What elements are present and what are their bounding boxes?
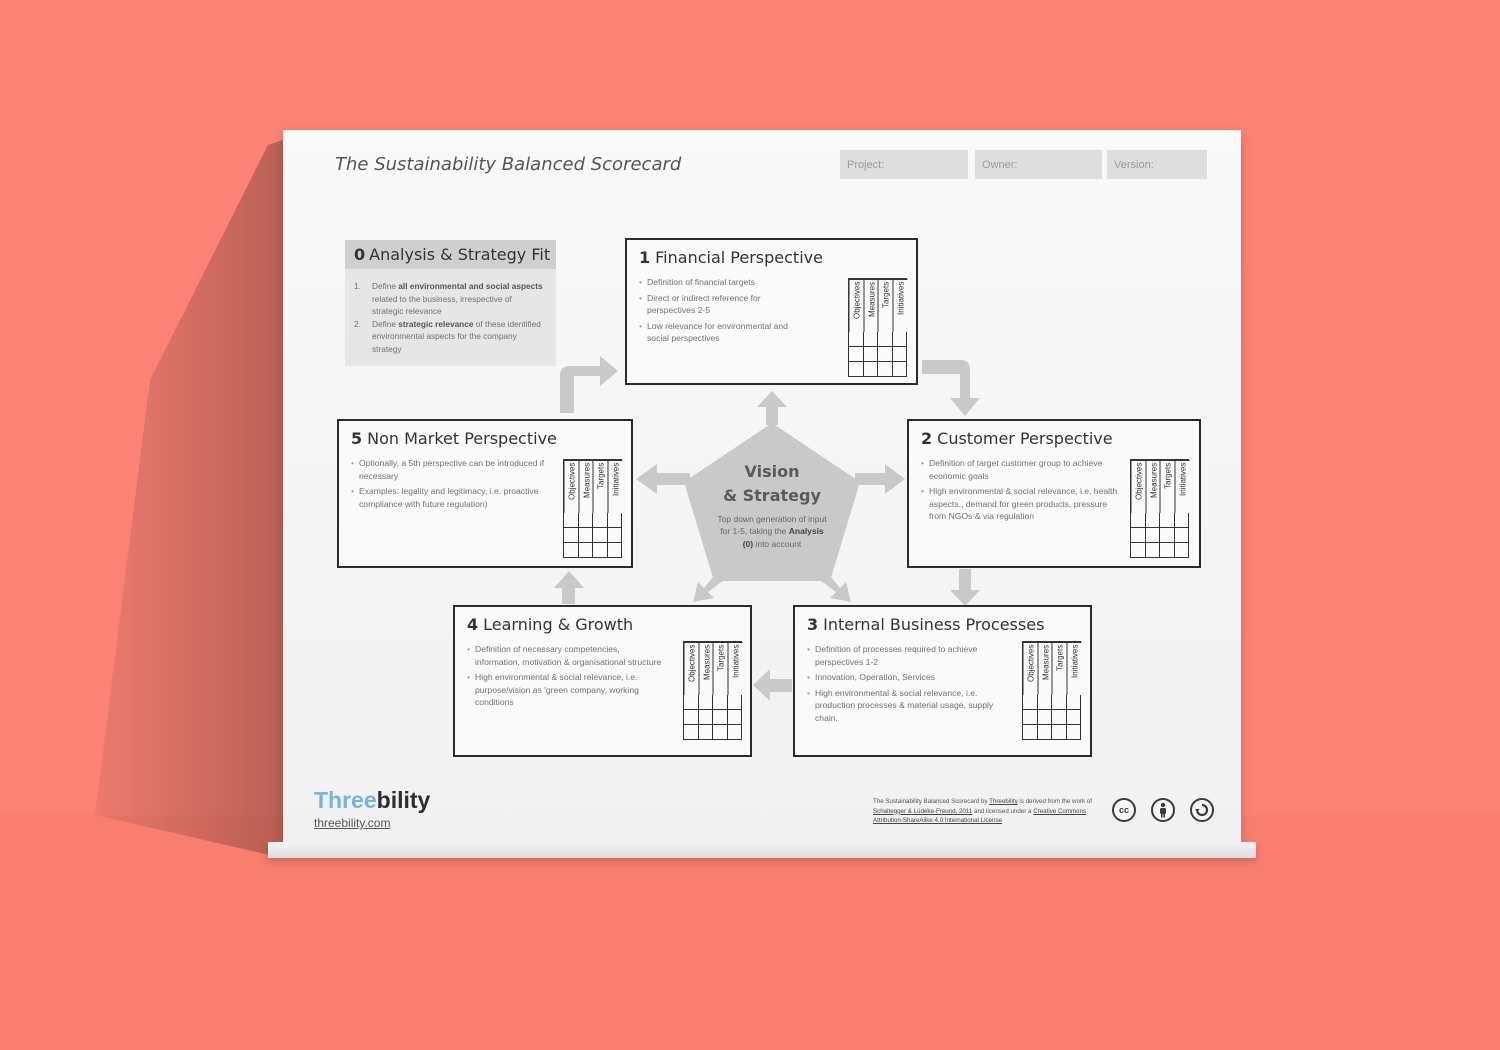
grid-cell[interactable] (1131, 513, 1146, 528)
vision-title-line2: & Strategy (723, 486, 821, 505)
grid-cell[interactable] (684, 710, 699, 725)
grid-cell[interactable] (893, 332, 908, 347)
grid-cell[interactable] (1146, 528, 1161, 543)
non-market-perspective-box (337, 419, 633, 568)
arrow-5-to-1 (560, 356, 618, 413)
grid-cell[interactable] (608, 528, 623, 543)
grid-cell[interactable] (1052, 725, 1067, 740)
nonmarket-grid (563, 459, 622, 558)
grid-header-initiatives: Initiatives (1067, 642, 1082, 695)
vision-title-line1: Vision (744, 462, 800, 481)
arrow-3-to-4 (753, 669, 792, 701)
arrow-4-to-5 (554, 571, 584, 604)
bullet-item: • Definition of processes required to achieve perspectives 1-2 (807, 643, 1002, 668)
license-part: is derived from the work of (1017, 798, 1092, 805)
bullet-item: • Low relevance for environmental and social perspectives (639, 320, 809, 345)
grid-cell[interactable] (1160, 528, 1175, 543)
analysis-title (345, 240, 556, 269)
grid-cell[interactable] (1038, 725, 1053, 740)
internal-bullets (807, 643, 1002, 727)
grid-cell[interactable] (593, 528, 608, 543)
grid-header-measures: Measures (1146, 460, 1161, 513)
learning-title-text: Learning & Growth (483, 615, 634, 634)
bullet-item: • Definition of necessary competencies, information, motivation & organisational structure (467, 643, 662, 668)
grid-cell[interactable] (1067, 725, 1082, 740)
bullet-item: • High environmental & social relevance, i.e. production processes & material usage, supply chain. (807, 687, 1002, 725)
customer-bullets (921, 457, 1121, 526)
grid-header-initiatives: Initiatives (1175, 460, 1190, 513)
grid-cell[interactable] (699, 710, 714, 725)
grid-header-targets: Targets (878, 279, 893, 332)
item-text: related to the business, irrespective of strategic relevance (372, 293, 512, 316)
financial-perspective-box (625, 238, 918, 385)
grid-cell[interactable] (728, 725, 743, 740)
item-text: Define (372, 281, 399, 291)
grid-cell[interactable] (849, 332, 864, 347)
bullet-item: • Definition of target customer group to achieve economic goals (921, 457, 1121, 482)
grid-cell[interactable] (1067, 695, 1082, 710)
spoke-right (855, 464, 905, 494)
vision-text-pre: Top down generation of input for 1-5, taking the (717, 514, 827, 537)
grid-cell[interactable] (1038, 695, 1053, 710)
item-bold: strategic relevance (398, 318, 474, 329)
grid-cell[interactable] (684, 725, 699, 740)
customer-number: 2 (921, 429, 933, 448)
owner-field[interactable]: Owner: (975, 150, 1102, 179)
grid-cell[interactable] (713, 710, 728, 725)
learning-bullets (467, 643, 662, 712)
grid-cell[interactable] (579, 528, 594, 543)
bullet-item: • High environmental & social relevance, i.e. purpose/vision as 'green company, working conditions (467, 671, 662, 709)
grid-cell[interactable] (593, 543, 608, 558)
bullet-item: • Definition of financial targets (639, 276, 809, 289)
grid-cell[interactable] (1146, 513, 1161, 528)
grid-cell[interactable] (1175, 543, 1190, 558)
learning-title (467, 615, 633, 634)
grid-cell[interactable] (579, 513, 594, 528)
grid-cell[interactable] (713, 695, 728, 710)
grid-header-initiatives: Initiatives (893, 279, 908, 332)
grid-cell[interactable] (564, 543, 579, 558)
license-part: The Sustainability Balanced Scorecard by (873, 798, 990, 805)
item-text: Define (372, 318, 399, 329)
learning-growth-box (453, 605, 752, 757)
grid-cell[interactable] (1160, 543, 1175, 558)
arrow-2-to-3 (950, 569, 980, 606)
grid-header-objectives: Objectives (1131, 460, 1146, 513)
internal-title (807, 615, 1044, 634)
nonmarket-bullets (351, 457, 556, 513)
grid-header-initiatives: Initiatives (608, 460, 623, 513)
bullet-item: • Direct or indirect reference for perspectives 2-5 (639, 292, 809, 317)
grid-cell[interactable] (864, 362, 879, 377)
threebility-link[interactable]: Threebility (989, 798, 1018, 805)
logo-part-three: Three (314, 787, 377, 813)
grid-cell[interactable] (728, 695, 743, 710)
grid-cell[interactable] (1038, 710, 1053, 725)
arrow-1-to-2 (922, 360, 980, 416)
source-work-link[interactable]: Schaltegger & Lüdeke-Freund, 2011 (873, 807, 973, 815)
customer-title (921, 429, 1113, 448)
cc-icon: cc (1112, 798, 1136, 822)
grid-header-measures: Measures (699, 642, 714, 695)
grid-cell[interactable] (1067, 710, 1082, 725)
grid-header-objectives: Objectives (564, 460, 579, 513)
analysis-item (354, 280, 544, 318)
grid-cell[interactable] (1131, 543, 1146, 558)
license-part: and licensed under a (972, 807, 1034, 815)
internal-title-text: Internal Business Processes (823, 615, 1045, 634)
item-bold: all environmental and social aspects (398, 281, 543, 291)
grid-cell[interactable] (849, 362, 864, 377)
grid-cell[interactable] (699, 725, 714, 740)
bullet-item: • High environmental & social relevance, i.e. health aspects., demand for green products, pressure from NGOs & via regulation (921, 485, 1121, 523)
nonmarket-title (351, 429, 557, 448)
grid-cell[interactable] (878, 332, 893, 347)
grid-header-targets: Targets (1160, 460, 1175, 513)
bullet-item: • Optionally, a 5th perspective can be introduced if necessary (351, 457, 556, 482)
website-link[interactable]: threebility.com (314, 816, 391, 830)
financial-number: 1 (639, 248, 651, 267)
spoke-left (636, 464, 690, 494)
analysis-number: 0 (354, 245, 366, 264)
grid-cell[interactable] (1175, 528, 1190, 543)
grid-cell[interactable] (699, 695, 714, 710)
grid-cell[interactable] (1131, 528, 1146, 543)
cc-license-link[interactable]: Creative Commons Attribution-ShareAlike 4.0 International License (873, 807, 1087, 825)
grid-cell[interactable] (608, 543, 623, 558)
internal-grid (1022, 641, 1081, 740)
grid-cell[interactable] (893, 362, 908, 377)
financial-bullets (639, 276, 809, 348)
bullet-item: • Examples: legality and legitimacy, i.e. proactive compliance with future regulation) (351, 485, 556, 510)
grid-header-targets: Targets (1052, 642, 1067, 695)
logo-part-bility: bility (376, 787, 431, 813)
internal-number: 3 (807, 615, 819, 634)
customer-title-text: Customer Perspective (937, 429, 1113, 448)
grid-cell[interactable] (878, 347, 893, 362)
share-alike-icon (1190, 798, 1214, 822)
grid-cell[interactable] (878, 362, 893, 377)
page-title: The Sustainability Balanced Scorecard (335, 154, 682, 175)
grid-header-objectives: Objectives (684, 642, 699, 695)
internal-processes-box (793, 605, 1092, 757)
grid-header-targets: Targets (713, 642, 728, 695)
analysis-box (345, 240, 556, 366)
grid-cell[interactable] (849, 347, 864, 362)
grid-cell[interactable] (1175, 513, 1190, 528)
grid-cell[interactable] (593, 513, 608, 528)
vision-text-post: into account (753, 538, 802, 549)
bullet-item: • Innovation, Operation, Services (807, 671, 1002, 684)
grid-header-initiatives: Initiatives (728, 642, 743, 695)
grid-cell[interactable] (1160, 513, 1175, 528)
customer-perspective-box (907, 419, 1201, 568)
grid-cell[interactable] (893, 347, 908, 362)
attribution-icon (1151, 798, 1175, 822)
financial-grid (848, 278, 907, 377)
grid-cell[interactable] (608, 513, 623, 528)
threebility-logo[interactable] (314, 787, 430, 814)
version-field[interactable]: Version: (1107, 150, 1207, 179)
nonmarket-title-text: Non Market Perspective (367, 429, 557, 448)
analysis-list (354, 280, 544, 355)
vision-description (716, 513, 828, 550)
grid-cell[interactable] (864, 347, 879, 362)
vision-title (716, 460, 828, 508)
license-text (873, 797, 1098, 826)
item-text: of these identified environmental aspects for the company strategy (372, 318, 541, 354)
grid-cell[interactable] (728, 710, 743, 725)
learning-grid (683, 641, 742, 740)
grid-header-targets: Targets (593, 460, 608, 513)
financial-title-text: Financial Perspective (655, 248, 823, 267)
grid-cell[interactable] (1023, 695, 1038, 710)
grid-header-measures: Measures (864, 279, 879, 332)
spoke-up (757, 391, 787, 425)
item-number: 1. (354, 281, 361, 291)
grid-cell[interactable] (1052, 710, 1067, 725)
grid-cell[interactable] (564, 513, 579, 528)
grid-cell[interactable] (1023, 710, 1038, 725)
project-field[interactable]: Project: (840, 150, 968, 179)
customer-grid (1130, 459, 1189, 558)
analysis-title-text: Analysis & Strategy Fit (369, 245, 551, 264)
grid-cell[interactable] (564, 528, 579, 543)
grid-cell[interactable] (864, 332, 879, 347)
financial-title (639, 248, 823, 267)
nonmarket-number: 5 (351, 429, 363, 448)
grid-cell[interactable] (1023, 725, 1038, 740)
grid-header-objectives: Objectives (849, 279, 864, 332)
grid-cell[interactable] (1146, 543, 1161, 558)
learning-number: 4 (467, 615, 479, 634)
grid-header-measures: Measures (1038, 642, 1053, 695)
grid-cell[interactable] (713, 725, 728, 740)
grid-cell[interactable] (579, 543, 594, 558)
grid-header-objectives: Objectives (1023, 642, 1038, 695)
item-number: 2. (354, 318, 361, 329)
vision-text-bold: Analysis (0) (742, 526, 824, 549)
grid-header-measures: Measures (579, 460, 594, 513)
analysis-item (354, 318, 544, 356)
grid-cell[interactable] (684, 695, 699, 710)
grid-cell[interactable] (1052, 695, 1067, 710)
